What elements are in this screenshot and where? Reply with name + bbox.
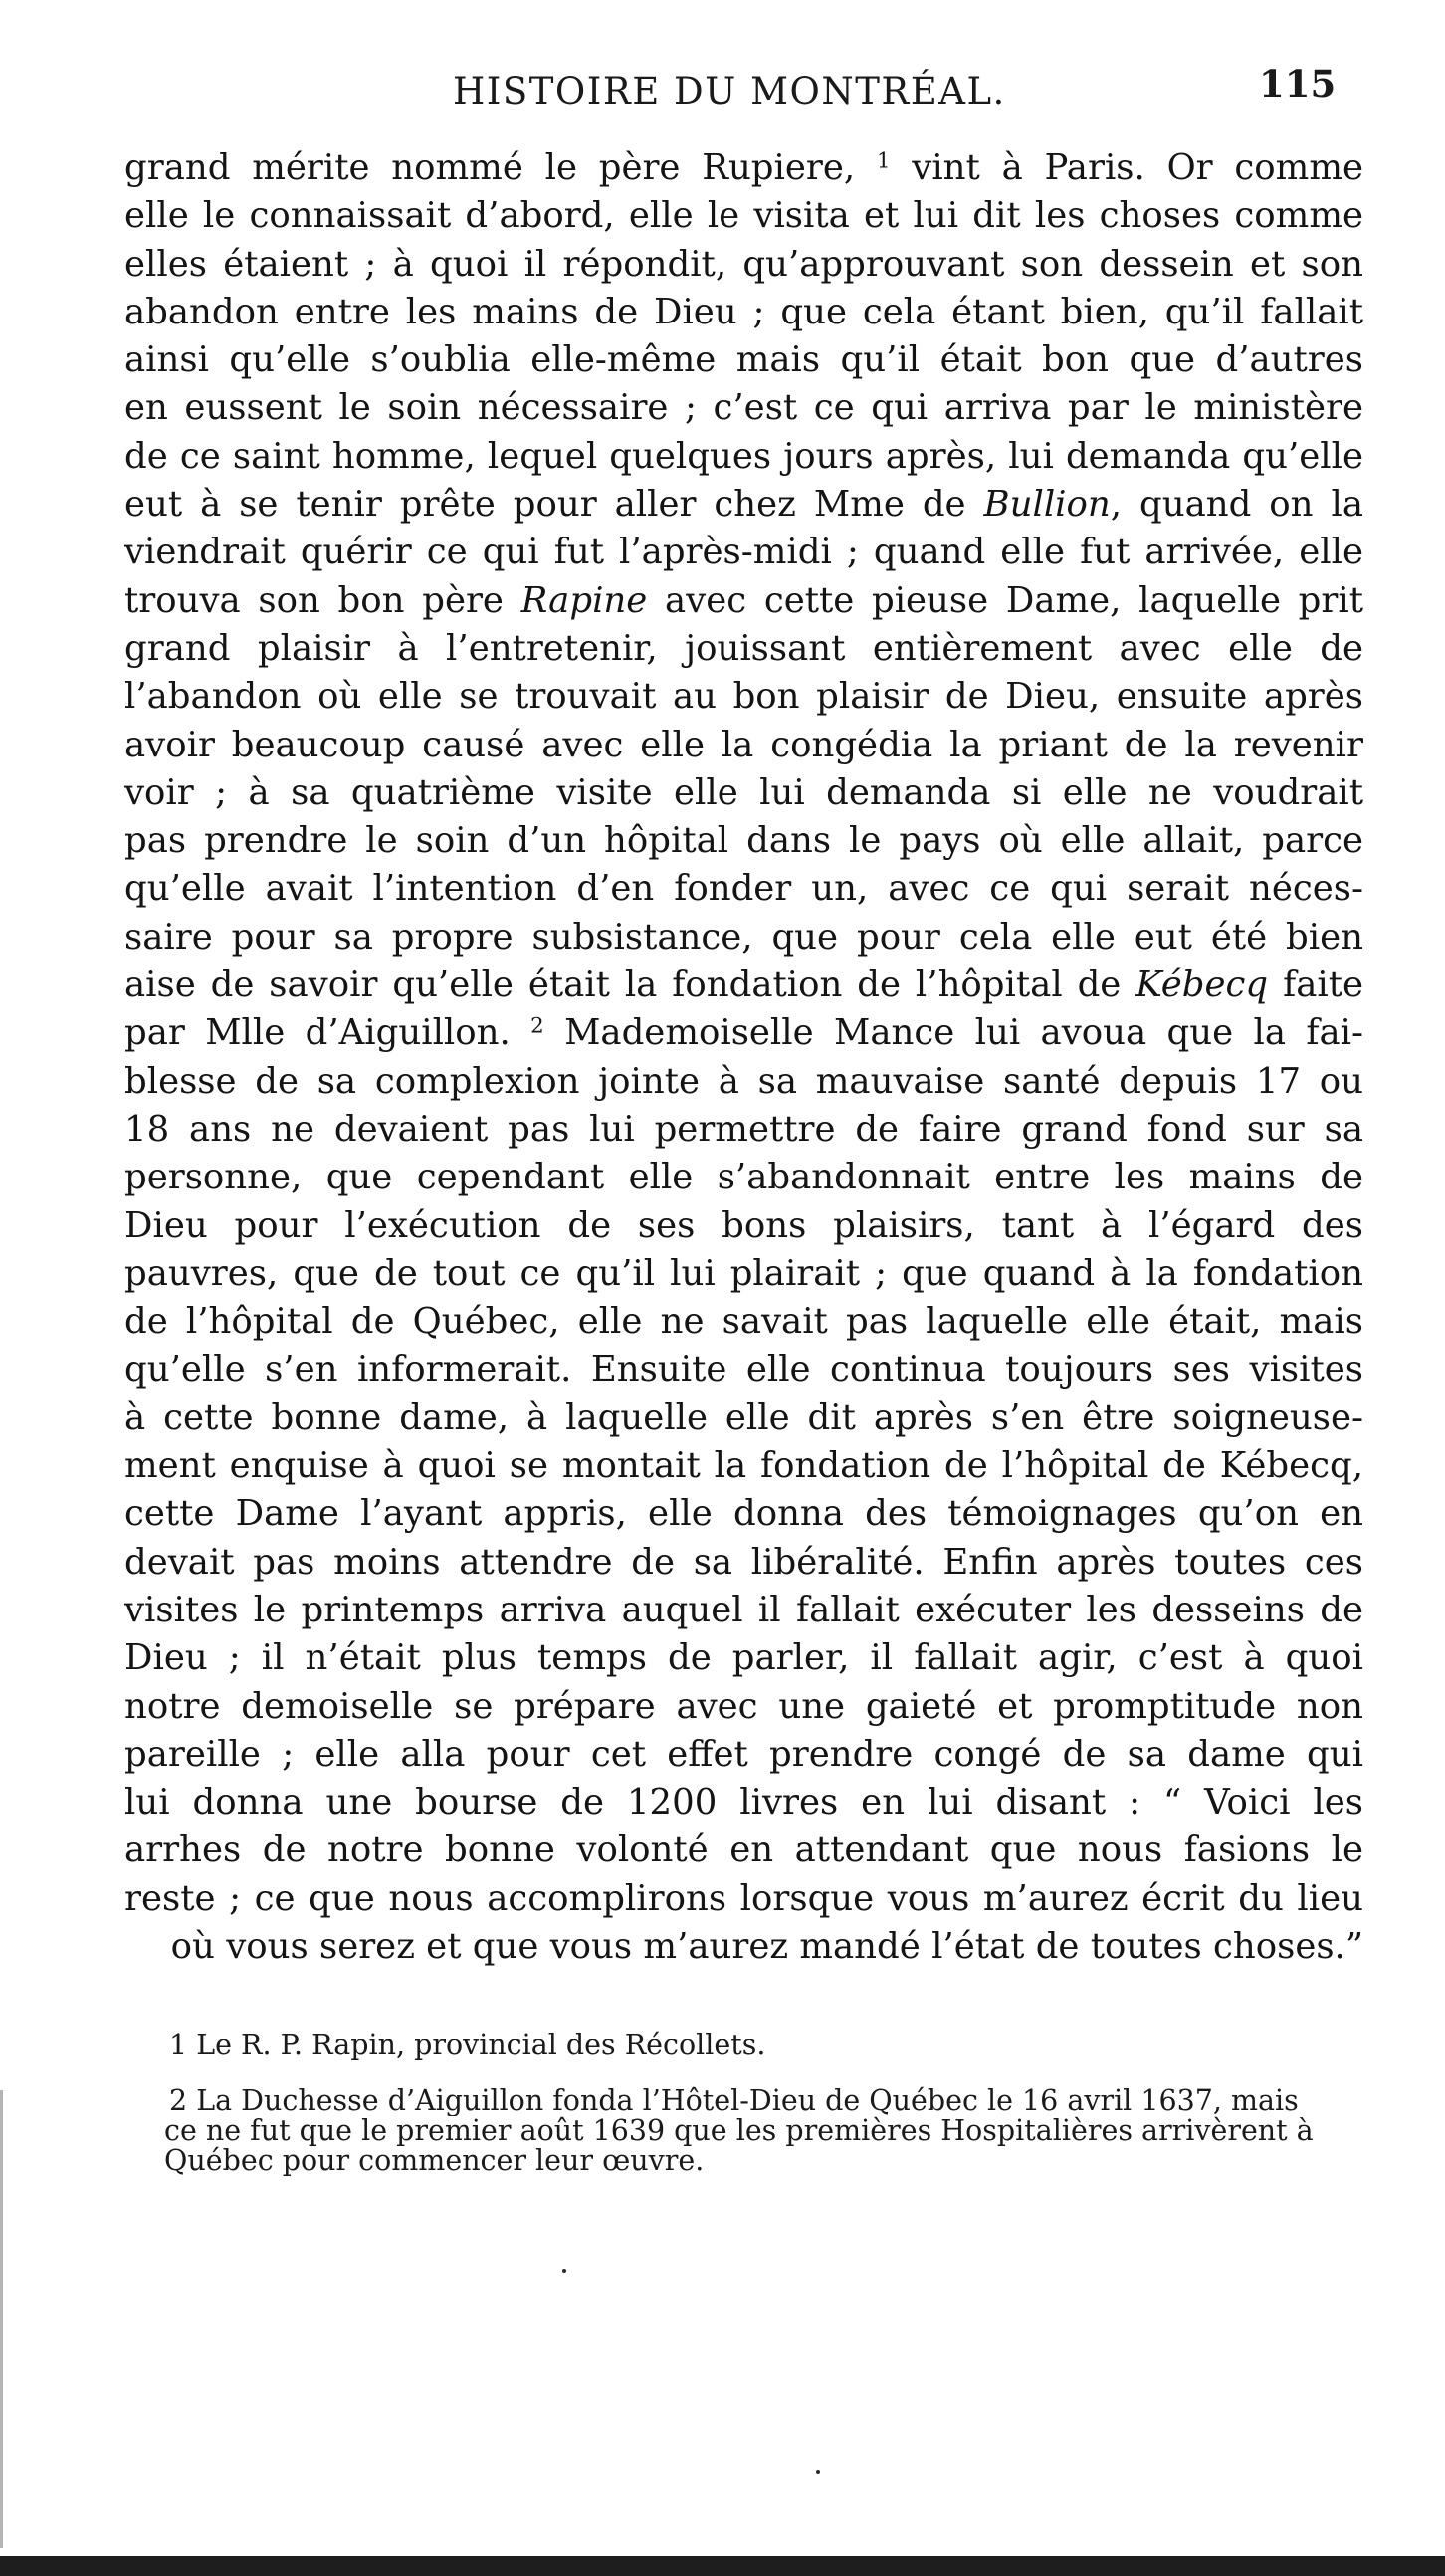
- footnote-2-line: Québec pour commencer leur œuvre.: [164, 2146, 705, 2176]
- text-segment: avec cette pieuse Dame, laquelle prit: [647, 579, 1363, 621]
- print-speck: [562, 2269, 566, 2273]
- italic-name: Rapine: [520, 579, 648, 621]
- text-segment: eut à se tenir prête pour aller chez Mme de: [124, 484, 984, 526]
- text-line: à cette bonne dame, à laquelle elle dit après s’en être soigneuse-: [124, 1396, 1363, 1438]
- scan-bottom-border: [0, 2556, 1445, 2576]
- text-line: elles étaient ; à quoi il répondit, qu’approuvant son dessein et son: [124, 243, 1363, 285]
- text-line: qu’elle s’en informerait. Ensuite elle continua toujours ses visites: [124, 1349, 1363, 1391]
- text-line: ment enquise à quoi se montait la fondation de l’hôpital de Kébecq,: [124, 1445, 1363, 1487]
- text-line: [124, 1009, 1363, 1057]
- footnote-1-text: 1 Le R. P. Rapin, provincial des Récollets.: [169, 2031, 766, 2060]
- text-line: grand plaisir à l’entretenir, jouissant entièrement avec elle de: [124, 627, 1363, 669]
- body-text: [124, 144, 1363, 1971]
- footnotes: [164, 2031, 1373, 2176]
- text-line: Dieu ; il n’était plus temps de parler, il fallait agir, c’est à quoi: [124, 1637, 1363, 1679]
- text-line: [124, 144, 1363, 192]
- footnote-2: [164, 2086, 1373, 2176]
- text-line: Dieu pour l’exécution de ses bons plaisirs, tant à l’égard des: [124, 1204, 1363, 1246]
- text-line: visites le printemps arriva auquel il fallait exécuter les desseins de: [124, 1589, 1363, 1630]
- running-title: HISTOIRE DU MONTRÉAL.: [453, 70, 1006, 112]
- print-speck: [816, 2470, 820, 2474]
- footnote-marker: 2: [530, 1013, 544, 1039]
- text-segment: grand mérite nommé le père Rupiere,: [124, 147, 877, 188]
- footnote-marker: 1: [876, 148, 891, 174]
- text-line: ainsi qu’elle s’oublia elle-même mais qu’il était bon que d’autres: [124, 339, 1363, 381]
- italic-name: Kébecq: [1135, 965, 1269, 1006]
- text-segment: par Mlle d’Aiguillon.: [124, 1012, 531, 1054]
- text-line: [124, 577, 1363, 625]
- text-line: blesse de sa complexion jointe à sa mauvaise santé depuis 17 ou: [124, 1060, 1363, 1102]
- text-line: saire pour sa propre subsistance, que pour cela elle eut été bien: [124, 916, 1363, 958]
- text-line: voir ; à sa quatrième visite elle lui demanda si elle ne voudrait: [124, 771, 1363, 813]
- text-line: pauvres, que de tout ce qu’il lui plairait ; que quand à la fondation: [124, 1252, 1363, 1294]
- text-line: où vous serez et que vous m’aurez mandé l’état de toutes choses.”: [170, 1925, 1363, 1967]
- text-line: abandon entre les mains de Dieu ; que cela étant bien, qu’il fallait: [124, 291, 1363, 332]
- text-line: [124, 481, 1363, 529]
- text-line: en eussent le soin nécessaire ; c’est ce qui arriva par le ministère: [124, 387, 1363, 429]
- text-line: l’abandon où elle se trouvait au bon plaisir de Dieu, ensuite après: [124, 676, 1363, 718]
- text-line: reste ; ce que nous accomplirons lorsque vous m’aurez écrit du lieu: [124, 1877, 1363, 1919]
- text-line: de l’hôpital de Québec, elle ne savait pas laquelle elle était, mais: [124, 1301, 1363, 1343]
- footnote-1: [169, 2031, 1373, 2060]
- footnote-2-line: ce ne fut que le premier août 1639 que les premières Hospitalières arrivèrent à: [164, 2116, 1314, 2146]
- text-line: viendrait quérir ce qui fut l’après-midi ; quand elle fut arrivée, elle: [124, 532, 1363, 573]
- page-number: 115: [1259, 62, 1337, 106]
- text-line: de ce saint homme, lequel quelques jours après, lui demanda qu’elle: [124, 435, 1363, 477]
- text-segment: trouva son bon père: [124, 579, 521, 621]
- text-segment: vint à Paris. Or comme: [890, 147, 1363, 188]
- text-segment: Mademoiselle Mance lui avoua que la fai-: [543, 1012, 1363, 1054]
- text-line: [124, 962, 1363, 1009]
- text-line: devait pas moins attendre de sa libéralité. Enfin après toutes ces: [124, 1541, 1363, 1583]
- text-line: pas prendre le soin d’un hôpital dans le pays où elle allait, parce: [124, 820, 1363, 862]
- text-line: cette Dame l’ayant appris, elle donna des témoignages qu’on en: [124, 1493, 1363, 1535]
- text-line: lui donna une bourse de 1200 livres en lui disant : “ Voici les: [124, 1782, 1363, 1824]
- text-line: 18 ans ne devaient pas lui permettre de faire grand fond sur sa: [124, 1108, 1363, 1150]
- text-line: elle le connaissait d’abord, elle le visita et lui dit les choses comme: [124, 195, 1363, 237]
- text-segment: faite: [1268, 965, 1363, 1006]
- text-segment: aise de savoir qu’elle était la fondation de l’hôpital de: [124, 965, 1136, 1006]
- text-line: avoir beaucoup causé avec elle la congédia la priant de la revenir: [124, 724, 1363, 765]
- text-line: qu’elle avait l’intention d’en fonder un, avec ce qui serait néces-: [124, 868, 1363, 910]
- text-line: arrhes de notre bonne volonté en attendant que nous fasions le: [124, 1829, 1363, 1871]
- text-segment: , quand on la: [1110, 484, 1363, 526]
- page-edge-shadow: [0, 2090, 3, 2548]
- italic-name: Bullion: [983, 484, 1111, 526]
- footnote-2-line: 2 La Duchesse d’Aiguillon fonda l’Hôtel-Dieu de Québec le 16 avril 1637, mais: [169, 2086, 1299, 2116]
- text-line: personne, que cependant elle s’abandonnait entre les mains de: [124, 1157, 1363, 1198]
- text-line: pareille ; elle alla pour cet effet prendre congé de sa dame qui: [124, 1733, 1363, 1775]
- text-line: notre demoiselle se prépare avec une gaieté et promptitude non: [124, 1685, 1363, 1727]
